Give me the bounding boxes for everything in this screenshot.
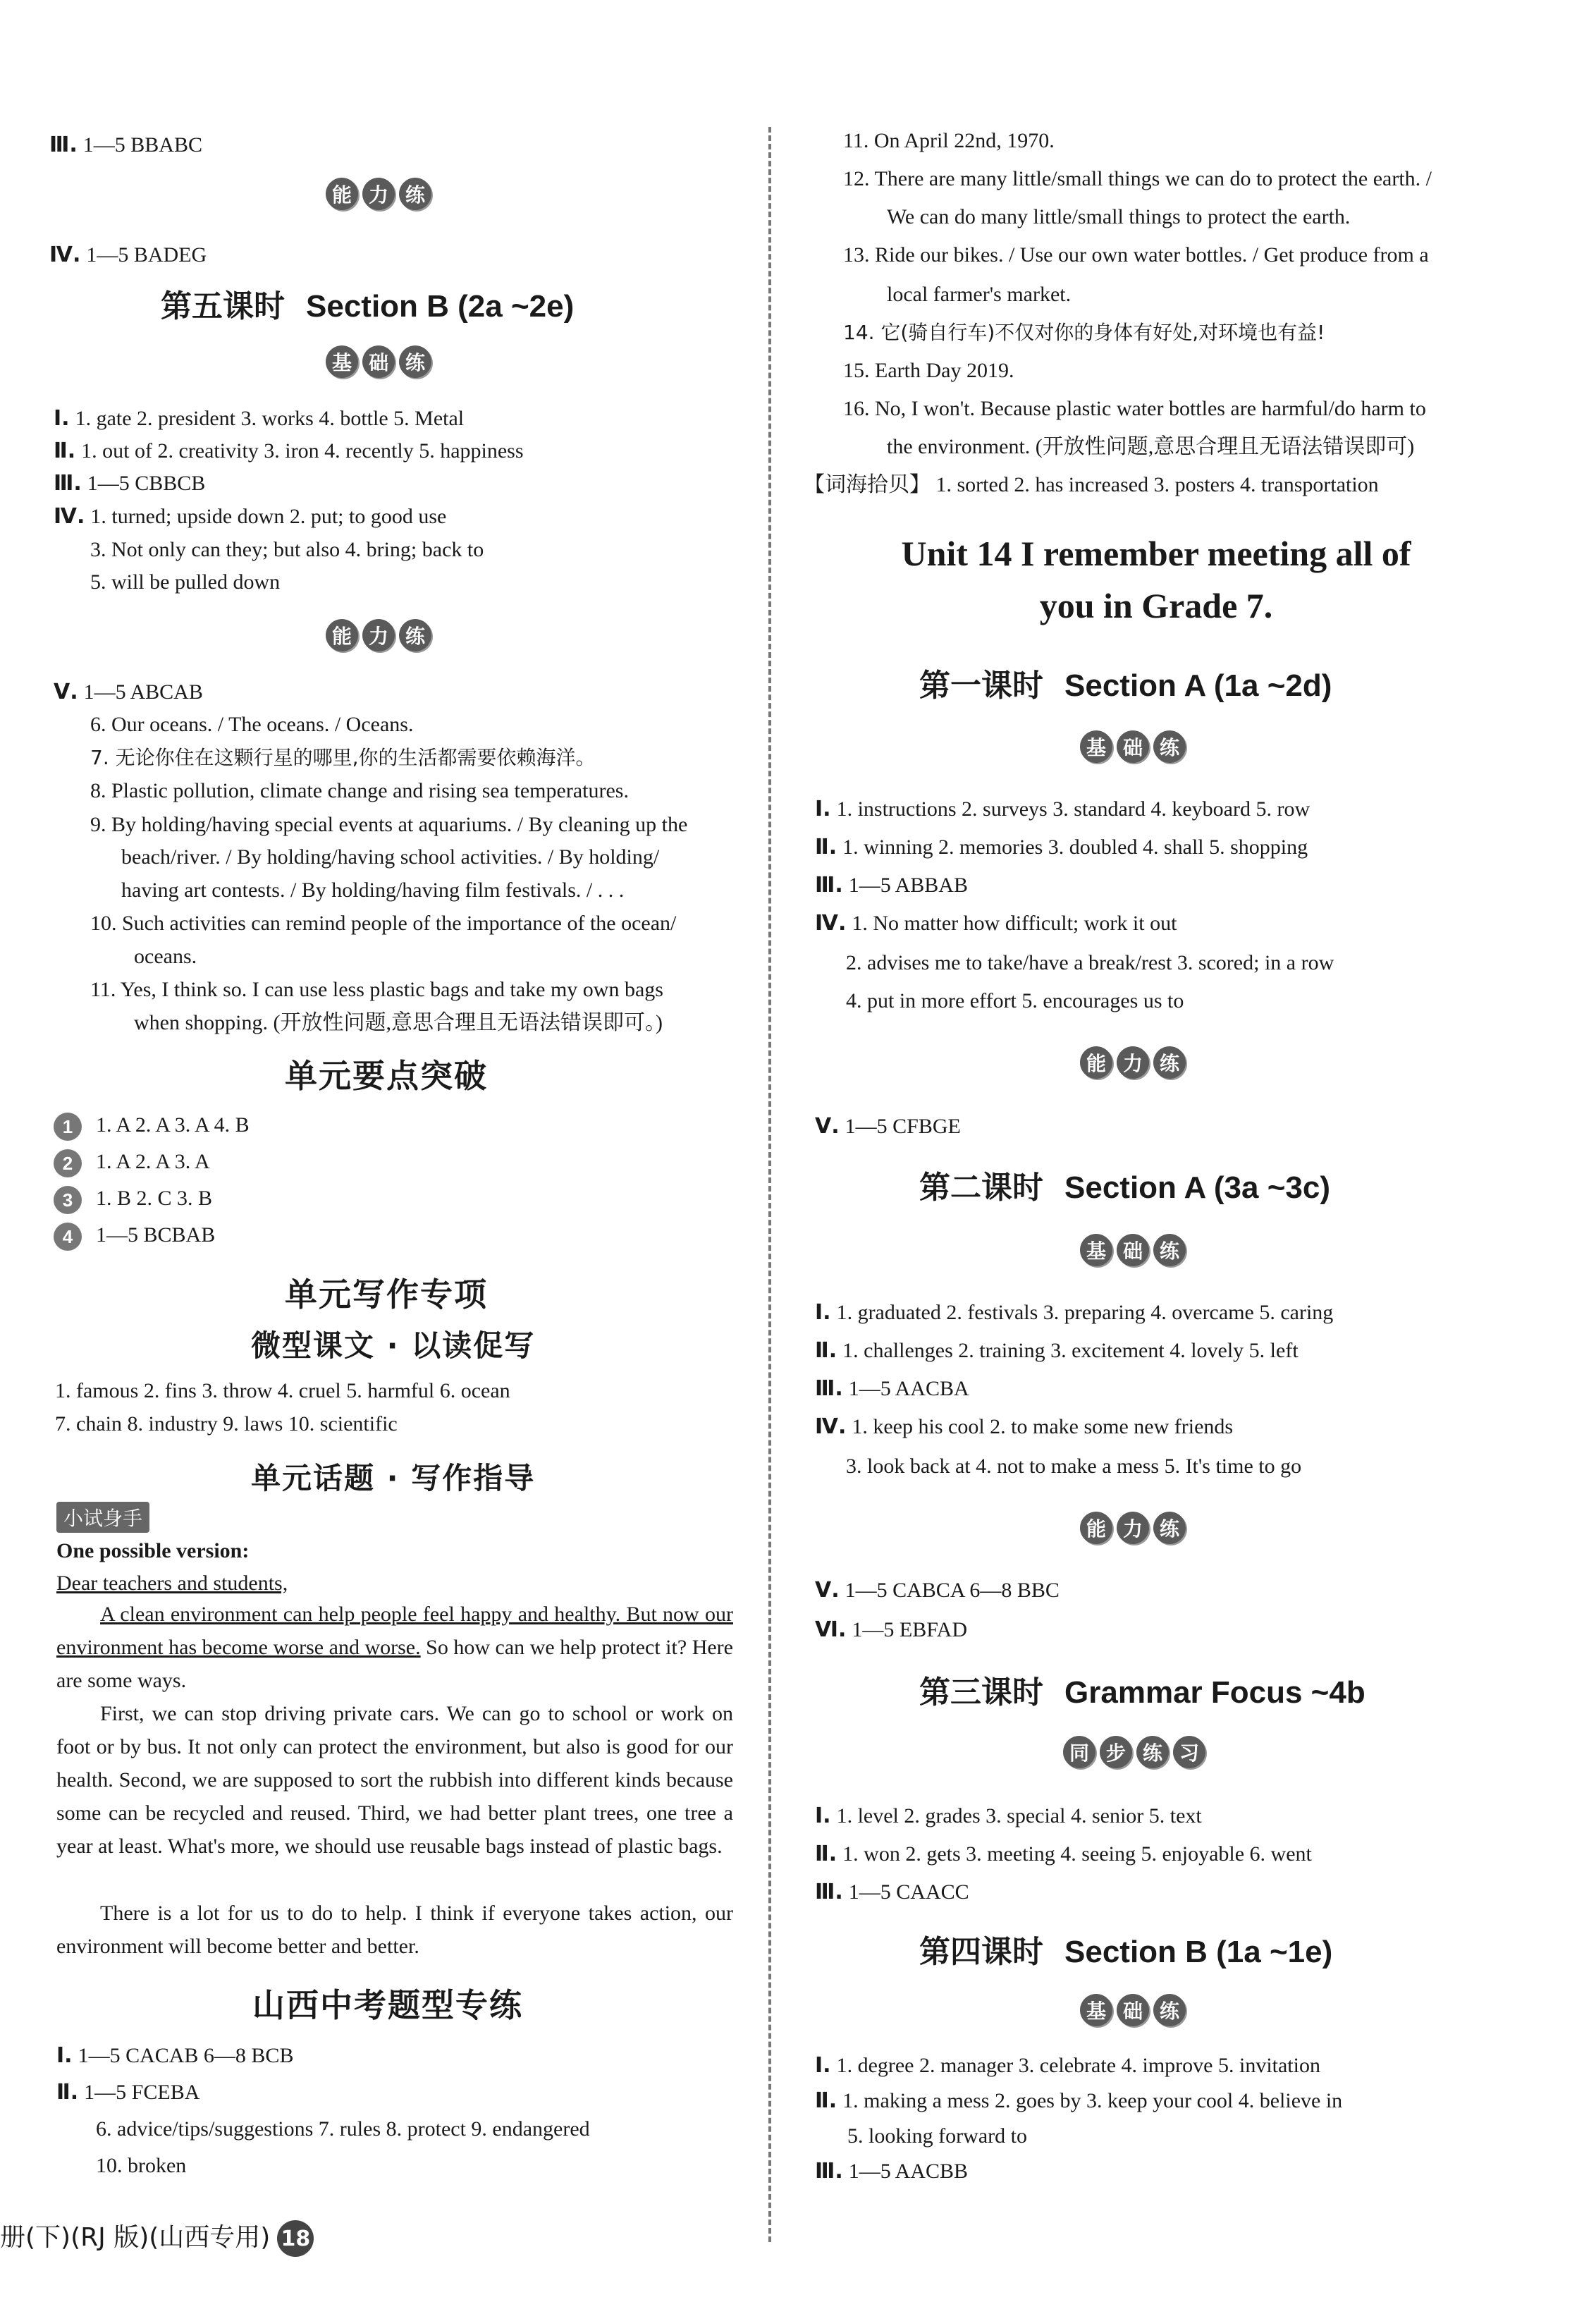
answer-line: 8. Plastic pollution, climate change and rising sea temperatures. bbox=[90, 779, 629, 802]
try-tag: 小试身手 bbox=[56, 1502, 149, 1533]
answer-line: Ⅲ. 1—5 BBABC bbox=[49, 133, 202, 157]
answer-line: Ⅳ. 1. turned; upside down 2. put; to good use bbox=[54, 504, 447, 529]
answer-line: Ⅱ. 1. won 2. gets 3. meeting 4. seeing 5. enjoyable 6. went bbox=[815, 1842, 1312, 1866]
answer-line: beach/river. / By holding/having school activities. / By holding/ bbox=[121, 845, 660, 869]
answer-line: Ⅰ. 1. graduated 2. festivals 3. preparing 4. overcame 5. caring bbox=[815, 1300, 1334, 1325]
version-label: One possible version: bbox=[56, 1539, 250, 1562]
answer-line: Ⅰ. 1. instructions 2. surveys 3. standard 4. keyboard 5. row bbox=[815, 797, 1310, 821]
answer-line: Ⅳ. 1. No matter how difficult; work it out bbox=[815, 911, 1177, 936]
page-footer: 册(下)(RJ 版)(山西专用) 18 bbox=[0, 2217, 314, 2257]
ability-badge: 能 力 练 bbox=[326, 178, 431, 210]
answer-line: Ⅳ. 1. keep his cool 2. to make some new friends bbox=[815, 1414, 1234, 1439]
answer-line: Ⅰ. 1—5 CACAB 6—8 BCB bbox=[56, 2043, 294, 2068]
answer-line: 12. There are many little/small things we can do to protect the earth. / bbox=[843, 167, 1432, 190]
answer-line: 1. famous 2. fins 3. throw 4. cruel 5. harmful 6. ocean bbox=[55, 1379, 510, 1402]
page-number: 18 bbox=[277, 2220, 314, 2257]
answer-line: 7. 无论你住在这颗行星的哪里,你的生活都需要依赖海洋。 bbox=[90, 746, 596, 769]
sync-practice-badge: 同 步 练 习 bbox=[1063, 1736, 1205, 1768]
answer-line: the environment. (开放性问题,意思合理且无语法错误即可) bbox=[887, 435, 1415, 458]
sub-heading: 微型课文 · 以读促写 bbox=[251, 1328, 536, 1363]
basic-badge: 基 础 练 bbox=[1080, 730, 1186, 763]
answer-line: 5. looking forward to bbox=[847, 2124, 1027, 2148]
vocabulary-line: 【词海拾贝】 1. sorted 2. has increased 3. posters 4. transportation bbox=[804, 473, 1379, 496]
answer-line: Ⅱ. 1—5 FCEBA bbox=[56, 2080, 200, 2105]
essay-paragraph: There is a lot for us to do to help. I think if everyone takes action, our environment will become better and better. bbox=[56, 1902, 733, 1958]
key-point-line: 1 1. A 2. A 3. A 4. B bbox=[54, 1111, 250, 1141]
answer-line: 13. Ride our bikes. / Use our own water bottles. / Get produce from a bbox=[843, 243, 1429, 267]
answer-line: Ⅴ. 1—5 ABCAB bbox=[54, 680, 203, 704]
ability-badge: 能 力 练 bbox=[1080, 1046, 1186, 1079]
answer-line: local farmer's market. bbox=[887, 283, 1072, 306]
key-point-line: 2 1. A 2. A 3. A bbox=[54, 1148, 210, 1177]
lesson-heading: 第一课时 Section A (1a ~2d) bbox=[919, 668, 1332, 704]
answer-line: 10. broken bbox=[96, 2154, 187, 2177]
column-divider bbox=[768, 127, 771, 2242]
key-point-line: 3 1. B 2. C 3. B bbox=[54, 1184, 212, 1214]
answer-line: Ⅲ. 1—5 ABBAB bbox=[815, 873, 968, 898]
answer-line: Ⅴ. 1—5 CFBGE bbox=[815, 1114, 961, 1139]
answer-line: Ⅱ. 1. making a mess 2. goes by 3. keep your cool 4. believe in bbox=[815, 2088, 1343, 2113]
unit-title: Unit 14 I remember meeting all of you in Grade 7. bbox=[901, 534, 1411, 625]
answer-line: 9. By holding/having special events at aquariums. / By cleaning up the bbox=[90, 813, 688, 836]
ability-badge: 能 力 练 bbox=[1080, 1512, 1186, 1544]
answer-line: Ⅲ. 1—5 AACBA bbox=[815, 1376, 969, 1401]
answer-line: We can do many little/small things to protect the earth. bbox=[887, 205, 1351, 228]
sub-heading: 单元话题 · 写作指导 bbox=[251, 1461, 536, 1495]
answer-line: Ⅲ. 1—5 CAACC bbox=[815, 1880, 969, 1904]
answer-line: when shopping. (开放性问题,意思合理且无语法错误即可。) bbox=[134, 1011, 663, 1034]
answer-line: Ⅱ. 1. out of 2. creativity 3. iron 4. recently 5. happiness bbox=[54, 439, 524, 463]
section-heading: 山西中考题型专练 bbox=[252, 1986, 523, 2024]
lesson-heading: 第四课时 Section B (1a ~1e) bbox=[919, 1934, 1333, 1970]
lesson-heading: 第五课时 Section B (2a ~2e) bbox=[161, 288, 575, 324]
answer-line: Ⅱ. 1. winning 2. memories 3. doubled 4. shall 5. shopping bbox=[815, 835, 1308, 859]
essay-paragraph: A clean environment can help people feel happy and healthy. But now our environment has become worse and worse. So how can we help protect it? Here are some ways. bbox=[56, 1603, 733, 1692]
essay-paragraph: First, we can stop driving private cars. We can go to school or work on foot or by bus. It not only can protect the environment, but also is good for our health. Second, we are supposed to sort the rubbish into different kinds because some can be recycled and reused. Third, we had better plant trees, one tree a year at least. What's more, we should use reusable bags instead of plastic bags. bbox=[56, 1702, 733, 1858]
answer-line: 6. Our oceans. / The oceans. / Oceans. bbox=[90, 713, 414, 736]
answer-line: Ⅱ. 1. challenges 2. training 3. excitement 4. lovely 5. left bbox=[815, 1338, 1299, 1363]
section-heading: 单元要点突破 bbox=[285, 1057, 488, 1095]
answer-line: 4. put in more effort 5. encourages us to bbox=[846, 989, 1184, 1012]
answer-line: having art contests. / By holding/having film festivals. / . . . bbox=[121, 878, 625, 902]
answer-line: 10. Such activities can remind people of the importance of the ocean/ bbox=[90, 912, 677, 935]
letter-greeting: Dear teachers and students, bbox=[56, 1572, 288, 1595]
answer-line: 3. Not only can they; but also 4. bring; back to bbox=[90, 538, 484, 561]
answer-line: Ⅳ. 1—5 BADEG bbox=[49, 243, 207, 267]
answer-line: Ⅰ. 1. degree 2. manager 3. celebrate 4. improve 5. invitation bbox=[815, 2053, 1320, 2078]
key-point-line: 4 1—5 BCBAB bbox=[54, 1221, 215, 1251]
answer-line: 5. will be pulled down bbox=[90, 570, 281, 594]
ability-badge: 能 力 练 bbox=[326, 619, 431, 651]
answer-line: 11. Yes, I think so. I can use less plastic bags and take my own bags bbox=[90, 978, 663, 1001]
answer-line: 15. Earth Day 2019. bbox=[843, 359, 1014, 382]
answer-line: 16. No, I won't. Because plastic water bottles are harmful/do harm to bbox=[843, 397, 1426, 420]
answer-line: Ⅰ. 1. gate 2. president 3. works 4. bottle 5. Metal bbox=[54, 406, 465, 431]
answer-line: Ⅴ. 1—5 CABCA 6—8 BBC bbox=[815, 1578, 1060, 1603]
answer-line: Ⅲ. 1—5 CBBCB bbox=[54, 471, 206, 496]
answer-line: 6. advice/tips/suggestions 7. rules 8. protect 9. endangered bbox=[96, 2117, 590, 2141]
answer-line: 14. 它(骑自行车)不仅对你的身体有好处,对环境也有益! bbox=[843, 321, 1325, 344]
answer-line: Ⅰ. 1. level 2. grades 3. special 4. senior 5. text bbox=[815, 1804, 1202, 1828]
lesson-heading: 第二课时 Section A (3a ~3c) bbox=[919, 1170, 1330, 1206]
answer-line: 2. advises me to take/have a break/rest 3. scored; in a row bbox=[846, 951, 1334, 974]
answer-line: 11. On April 22nd, 1970. bbox=[843, 129, 1055, 152]
lesson-heading: 第三课时 Grammar Focus ~4b bbox=[919, 1675, 1365, 1710]
section-heading: 单元写作专项 bbox=[285, 1275, 488, 1314]
answer-line: 3. look back at 4. not to make a mess 5. It's time to go bbox=[846, 1455, 1302, 1478]
answer-line: Ⅵ. 1—5 EBFAD bbox=[815, 1617, 967, 1642]
basic-badge: 基 础 练 bbox=[1080, 1234, 1186, 1266]
answer-line: oceans. bbox=[134, 945, 197, 968]
basic-badge: 基 础 练 bbox=[1080, 1994, 1186, 2026]
answer-line: 7. chain 8. industry 9. laws 10. scientific bbox=[55, 1412, 398, 1435]
basic-badge: 基 础 练 bbox=[326, 345, 431, 378]
answer-line: Ⅲ. 1—5 AACBB bbox=[815, 2159, 968, 2184]
